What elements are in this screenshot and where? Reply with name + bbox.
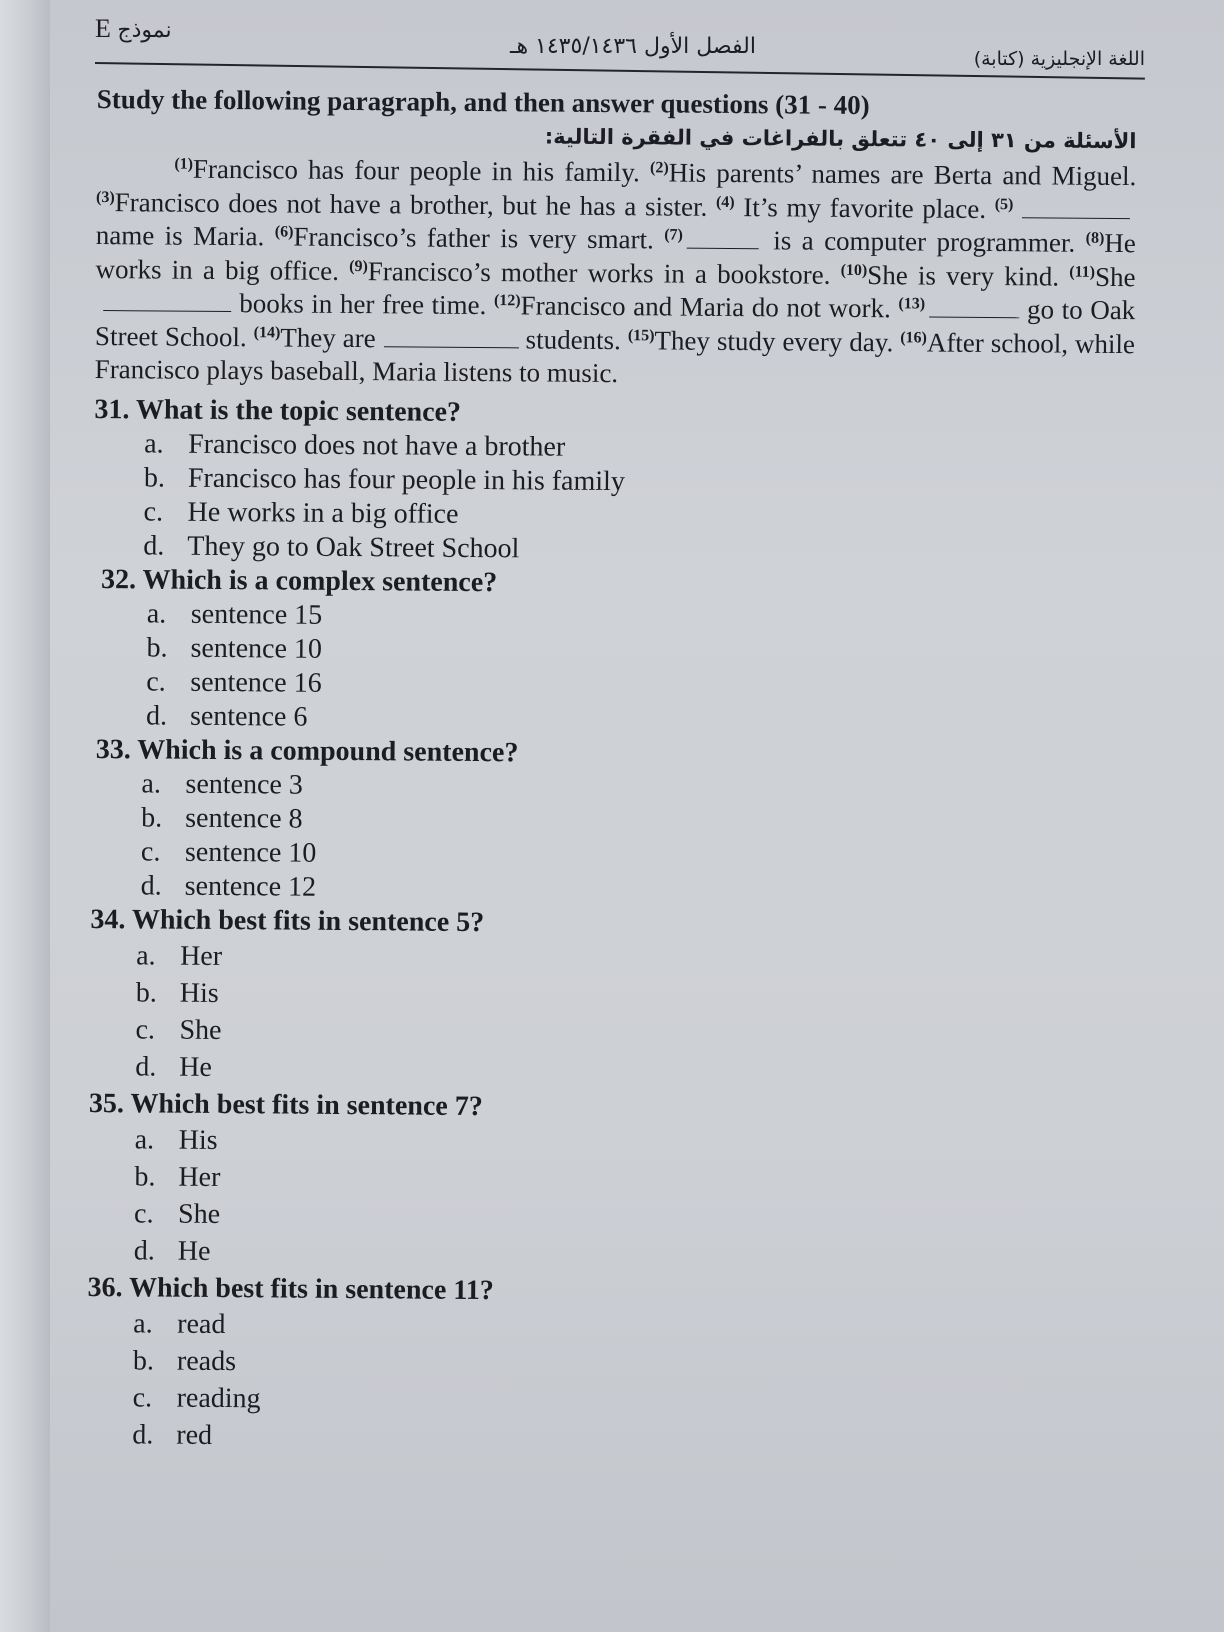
answer-option[interactable]: d. red <box>132 1418 213 1451</box>
sentence-number: (9) <box>349 257 368 275</box>
exam-content <box>86 82 1137 1461</box>
answer-option[interactable]: b. reads <box>132 1344 237 1377</box>
sentence-number: (13) <box>898 295 926 313</box>
sentence-4: It’s my favorite place. <box>743 191 987 224</box>
model-label <box>95 14 172 44</box>
answer-option[interactable]: b. Francisco has four people in his family <box>143 461 626 497</box>
page-binding-edge <box>0 0 50 1632</box>
blank-sentence-14 <box>384 326 519 348</box>
question-31 <box>93 392 1134 570</box>
semester-label: الفصل الأول ١٤٣٥/١٤٣٦ هـ <box>510 34 756 59</box>
answer-option[interactable]: c. He works in a big office <box>143 495 459 530</box>
sentence-number: (2) <box>650 159 669 177</box>
sentence-10: She is very kind. <box>867 259 1060 292</box>
sentence-5: name is Maria. <box>95 219 265 252</box>
blank-sentence-13 <box>929 297 1019 319</box>
answer-option[interactable]: c. sentence 16 <box>146 665 322 699</box>
answer-option[interactable]: c. reading <box>132 1381 261 1414</box>
sentence-13: go to Oak Street School. <box>94 294 1136 352</box>
sentence-2: His parents’ names are Berta and Miguel. <box>668 157 1137 192</box>
answer-option[interactable]: b. His <box>135 976 219 1009</box>
question-33 <box>91 732 1132 910</box>
answer-option[interactable]: d. He <box>133 1234 211 1267</box>
question-title: 36. Which best fits in sentence 11? <box>87 1271 494 1306</box>
question-32 <box>92 562 1133 740</box>
sentence-number: (4) <box>715 193 735 211</box>
answer-option[interactable]: c. sentence 10 <box>140 835 317 869</box>
answer-option[interactable]: b. Her <box>134 1160 221 1193</box>
blank-sentence-7 <box>687 228 759 250</box>
sentence-12: Francisco and Maria do not work. <box>520 290 891 324</box>
sentence-16: After school, while Francisco plays baseball, Maria listens to music. <box>94 327 1136 389</box>
sentence-number: (5) <box>994 195 1014 213</box>
question-title: 32. Which is a complex sentence? <box>100 563 498 598</box>
answer-option[interactable]: b. sentence 8 <box>141 801 303 835</box>
sentence-number: (10) <box>840 261 868 279</box>
sentence-number: (1) <box>174 155 194 173</box>
sentence-15: They study every day. <box>654 324 894 357</box>
reading-paragraph <box>95 152 1137 395</box>
sentence-14: They are <box>280 321 376 353</box>
sentence-11-end: books in her free time. <box>239 288 487 321</box>
sentence-8: He works in a big office. <box>95 227 1136 286</box>
answer-option[interactable]: a. Her <box>136 939 223 972</box>
answer-option[interactable]: c. She <box>133 1197 221 1230</box>
answer-option[interactable]: a. sentence 15 <box>146 597 323 631</box>
sentence-number: (6) <box>274 223 294 241</box>
instructions-english: Study the following paragraph, and then answer questions (31 - 40) <box>96 83 870 121</box>
question-35 <box>88 1086 1129 1276</box>
sentence-number: (15) <box>627 326 655 344</box>
answer-option[interactable]: b. sentence 10 <box>146 631 323 665</box>
sentence-1: Francisco has four people in his family. <box>192 153 640 188</box>
answer-option[interactable]: c. She <box>135 1013 222 1046</box>
sentence-number: (11) <box>1069 263 1096 281</box>
answer-option[interactable]: d. sentence 12 <box>140 869 317 903</box>
answer-option[interactable]: a. read <box>133 1307 226 1340</box>
question-36 <box>86 1270 1127 1460</box>
sentence-number: (12) <box>493 292 521 310</box>
page-header <box>95 8 1145 82</box>
question-title: 34. Which best fits in sentence 5? <box>90 903 485 938</box>
question-34 <box>89 902 1130 1092</box>
sentence-6: Francisco’s father is very smart. <box>293 221 654 255</box>
blank-sentence-11 <box>103 290 231 312</box>
answer-option[interactable]: d. sentence 6 <box>145 699 308 733</box>
sentence-number: (16) <box>900 328 927 347</box>
sentence-number: (3) <box>96 188 115 206</box>
answer-option[interactable]: d. They go to Oak Street School <box>143 529 520 564</box>
question-title: 31. What is the topic sentence? <box>94 393 462 428</box>
sentence-3: Francisco does not have a brother, but he has a sister. <box>114 186 708 222</box>
answer-option[interactable]: a. His <box>134 1123 218 1156</box>
model-code: E <box>95 14 111 43</box>
blank-sentence-5 <box>1022 197 1130 219</box>
sentence-11-start: She <box>1094 261 1136 292</box>
instructions-arabic: الأسئلة من ٣١ إلى ٤٠ تتعلق بالفراغات في الفقرة التالية: <box>544 124 1137 154</box>
subject-label: اللغة الإنجليزية (كتابة) <box>973 48 1145 70</box>
sentence-number: (8) <box>1085 229 1105 247</box>
sentence-14-end: students. <box>525 323 622 355</box>
answer-option[interactable]: d. He <box>135 1050 213 1083</box>
sentence-number: (7) <box>664 226 683 244</box>
sentence-9: Francisco’s mother works in a bookstore. <box>367 255 831 290</box>
question-title: 33. Which is a compound sentence? <box>95 733 519 768</box>
model-label-arabic: نموذج <box>117 18 172 43</box>
question-title: 35. Which best fits in sentence 7? <box>88 1087 483 1122</box>
answer-option[interactable]: a. sentence 3 <box>141 767 304 801</box>
sentence-7: is a computer programmer. <box>773 225 1076 258</box>
answer-option[interactable]: a. Francisco does not have a brother <box>144 427 566 463</box>
sentence-number: (14) <box>253 323 281 341</box>
